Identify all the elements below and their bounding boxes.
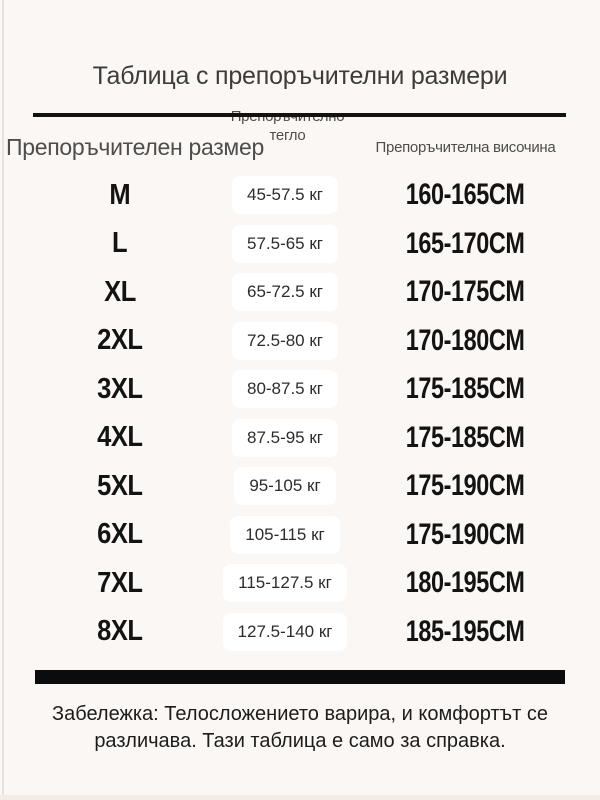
size-value: M: [109, 178, 131, 211]
height-value: 170-175CM: [405, 275, 525, 309]
height-cell: [365, 615, 565, 649]
weight-value: 127.5-140 кг: [223, 613, 348, 651]
column-header-height: Препоръчителна височина: [375, 139, 556, 156]
height-value: 175-185CM: [405, 420, 525, 454]
table-row: [35, 462, 565, 511]
top-divider-rule: [33, 113, 566, 117]
size-value: 8XL: [97, 615, 143, 648]
weight-cell: [205, 225, 365, 263]
height-value: 160-165CM: [405, 178, 525, 212]
height-cell: [365, 518, 565, 552]
weight-value: 80-87.5 кг: [232, 370, 338, 408]
height-value: 175-190CM: [405, 469, 525, 503]
weight-value: 105-115 кг: [230, 516, 340, 554]
size-value: 4XL: [97, 421, 143, 454]
height-value: 170-180CM: [405, 323, 525, 357]
height-cell: [365, 275, 565, 309]
size-cell: [35, 179, 205, 212]
weight-cell: [205, 564, 365, 602]
weight-value: 115-127.5 кг: [223, 564, 347, 602]
weight-value: 72.5-80 кг: [232, 322, 338, 360]
size-value: 6XL: [97, 518, 143, 551]
height-cell: [365, 372, 565, 406]
table-row: [35, 317, 565, 366]
weight-cell: [205, 613, 365, 651]
size-table-body: [35, 171, 565, 656]
bottom-divider-bar: [35, 670, 565, 684]
note-text: [0, 701, 600, 755]
table-row: [35, 220, 565, 269]
size-cell: [35, 567, 205, 600]
bottom-edge-strip: [0, 795, 600, 800]
weight-value: 57.5-65 кг: [232, 225, 338, 263]
weight-cell: [205, 176, 365, 214]
table-row: [35, 414, 565, 463]
page-title: Таблица с препоръчителни размери: [92, 62, 508, 90]
weight-cell: [205, 273, 365, 311]
height-cell: [365, 421, 565, 455]
size-cell: [35, 421, 205, 454]
size-cell: [35, 276, 205, 309]
weight-cell: [205, 467, 365, 505]
left-edge-line: [2, 0, 4, 800]
table-row: [35, 608, 565, 657]
table-row: [35, 171, 565, 220]
height-cell: [365, 566, 565, 600]
table-row: [35, 365, 565, 414]
height-cell: [365, 324, 565, 358]
weight-value: 95-105 кг: [234, 467, 335, 505]
table-row: [35, 559, 565, 608]
column-header-weight-line2: тегло: [269, 127, 306, 144]
height-value: 185-195CM: [405, 614, 525, 648]
size-cell: [35, 518, 205, 551]
height-value: 175-185CM: [405, 372, 525, 406]
weight-cell: [205, 516, 365, 554]
height-cell: [365, 178, 565, 212]
size-value: 3XL: [97, 372, 143, 405]
size-cell: [35, 615, 205, 648]
height-value: 175-190CM: [405, 517, 525, 551]
weight-cell: [205, 419, 365, 457]
height-value: 165-170CM: [405, 226, 525, 260]
weight-value: 45-57.5 кг: [232, 176, 338, 214]
height-value: 180-195CM: [405, 566, 525, 600]
size-cell: [35, 227, 205, 260]
size-cell: [35, 324, 205, 357]
note-line1: Забележка: Телосложението варира, и комфортът се: [52, 703, 548, 725]
weight-cell: [205, 370, 365, 408]
height-cell: [365, 227, 565, 261]
table-row: [35, 268, 565, 317]
size-value: 2XL: [97, 324, 143, 357]
note-line2: различава. Тази таблица е само за справка.: [94, 730, 506, 752]
size-value: 7XL: [97, 566, 143, 599]
size-value: XL: [104, 275, 136, 308]
column-header-size: Препоръчителен размер: [6, 134, 264, 160]
size-cell: [35, 373, 205, 406]
size-value: L: [112, 227, 128, 260]
weight-value: 65-72.5 кг: [232, 273, 338, 311]
weight-cell: [205, 322, 365, 360]
size-cell: [35, 470, 205, 503]
size-value: 5XL: [97, 469, 143, 502]
weight-value: 87.5-95 кг: [232, 419, 338, 457]
height-cell: [365, 469, 565, 503]
table-row: [35, 511, 565, 560]
